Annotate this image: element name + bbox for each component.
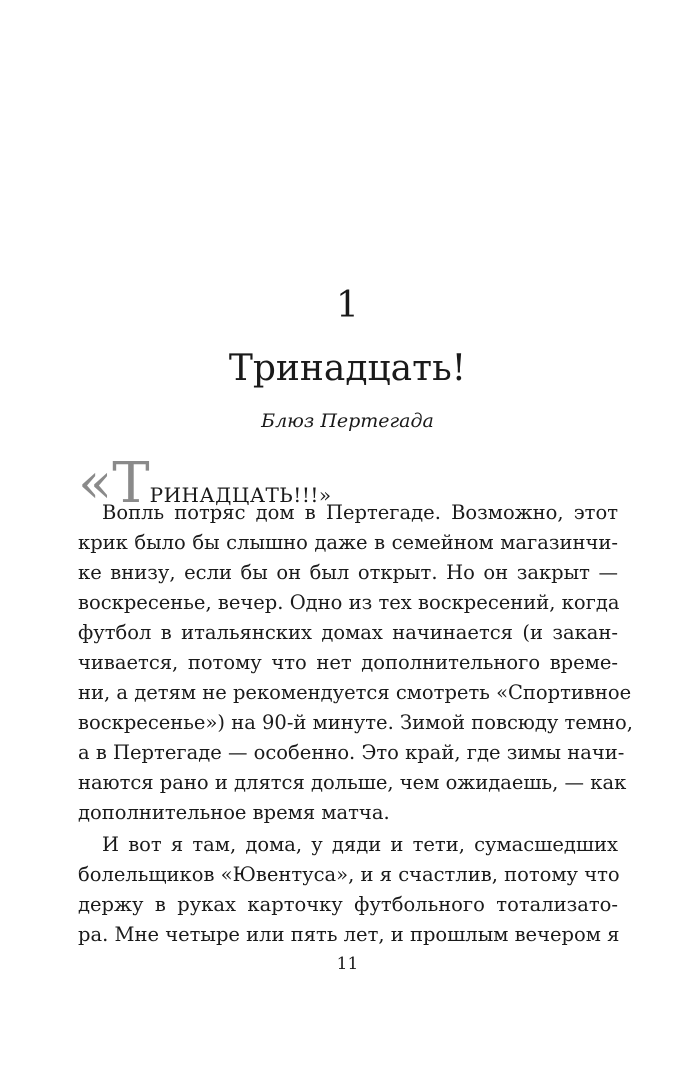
- page-number: 11: [336, 954, 359, 974]
- text-line: чивается, потому что нет дополнительного време-: [78, 651, 618, 674]
- text-line: держу в руках карточку футбольного тотализато-: [78, 893, 618, 916]
- opening-quote-mark: «: [78, 451, 113, 516]
- text-line: ни, а детям не рекомендуется смотреть «Спортивное: [78, 681, 632, 704]
- text-line: ра. Мне четыре или пять лет, и прошлым вечером я: [78, 923, 620, 946]
- chapter-subtitle: Блюз Пертегада: [261, 410, 434, 432]
- opening-rest: РИНАДЦАТЬ!!!»: [149, 483, 332, 507]
- text-line: наются рано и длятся дольше, чем ожидаешь, — как: [78, 771, 627, 794]
- paragraph-2: [78, 830, 618, 950]
- text-line: Вопль потряс дом в Пертегаде. Возможно, этот: [102, 501, 618, 524]
- text-line: а в Пертегаде — особенно. Это край, где зимы начи-: [78, 741, 625, 764]
- text-line: крик было бы слышно даже в семейном магазинчи-: [78, 531, 618, 554]
- text-line: ке внизу, если бы он был открыт. Но он закрыт —: [78, 561, 618, 584]
- text-line: футбол в итальянских домах начинается (и закан-: [78, 621, 618, 644]
- text-line: дополнительное время матча.: [78, 801, 390, 824]
- chapter-title: Тринадцать!: [228, 348, 467, 389]
- chapter-number: 1: [336, 285, 359, 326]
- text-line: И вот я там, дома, у дяди и тети, сумасшедших: [102, 833, 618, 856]
- drop-initial: Т: [112, 451, 150, 516]
- body-text: [78, 498, 633, 950]
- text-line: болельщиков «Ювентуса», и я счастлив, потому что: [78, 863, 620, 886]
- paragraph-1: [78, 498, 633, 828]
- text-line: воскресенье») на 90-й минуте. Зимой повсюду темно,: [78, 711, 633, 734]
- text-line: воскресенье, вечер. Одно из тех воскресений, когда: [78, 591, 620, 614]
